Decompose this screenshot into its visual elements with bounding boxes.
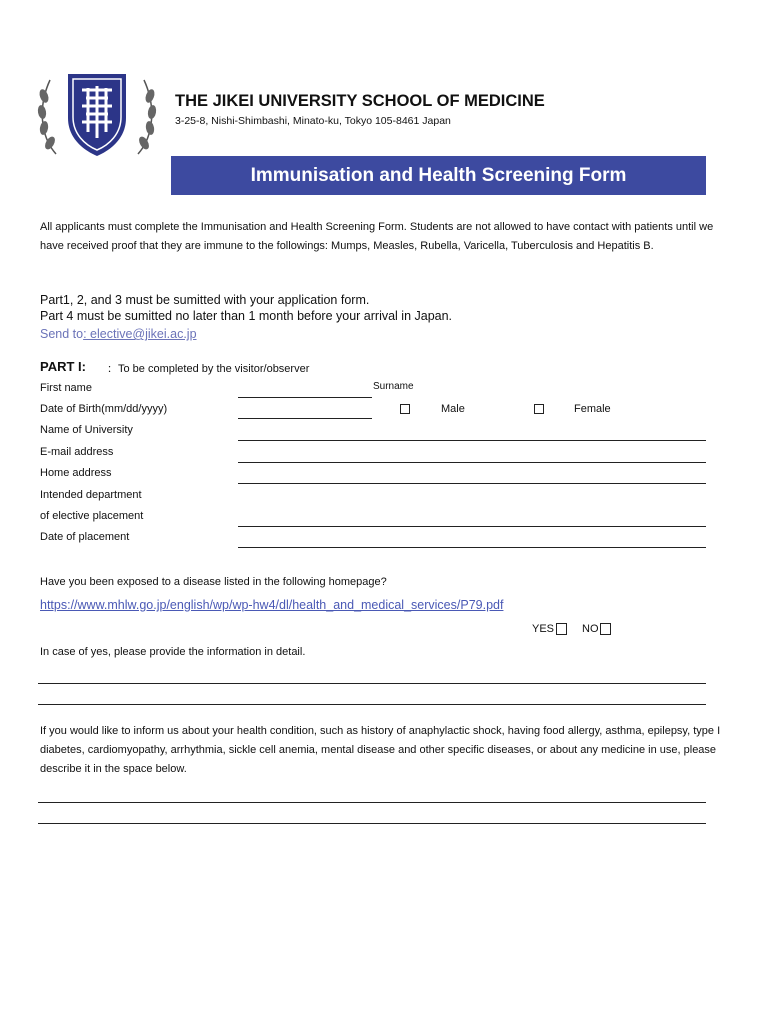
placement-date-label: Date of placement (40, 531, 130, 543)
intro-paragraph: All applicants must complete the Immunisation and Health Screening Form. Students are not allowed to have contact with patients until we have received proof that they are immune to the followings: Mumps, Measles, Rubella, Varicella, Tuberculosis and Hepatitis B. (40, 221, 714, 252)
dob-field[interactable] (238, 418, 372, 419)
first-name-label: First name (40, 382, 92, 394)
department-field[interactable] (238, 526, 706, 527)
yes-checkbox[interactable] (556, 623, 567, 635)
university-label: Name of University (40, 424, 133, 436)
health-condition-paragraph: If you would like to inform us about your health condition, such as history of anaphylactic shock, having food allergy, asthma, epilepsy, type I diabetes, cardiomyopathy, arrhythmia, sickle cell anemia, mental disease and other specific diseases, or about any medicine in use, please describe it in the space below. (40, 725, 721, 775)
first-name-field[interactable] (238, 397, 372, 398)
dob-label: Date of Birth(mm/dd/yyyy) (40, 403, 168, 415)
surname-label: Surname (373, 381, 414, 392)
department-label-line1: Intended department (40, 489, 142, 501)
health-line-1[interactable] (38, 802, 706, 803)
part1-title: PART I: (40, 359, 86, 374)
female-checkbox[interactable] (534, 404, 544, 414)
detail-line-2[interactable] (38, 704, 706, 705)
detail-prompt: In case of yes, please provide the information in detail. (40, 646, 306, 658)
placement-date-field[interactable] (238, 547, 706, 548)
submission-line-1: Part1, 2, and 3 must be sumitted with your application form. (40, 293, 370, 307)
no-checkbox[interactable] (600, 623, 611, 635)
university-field[interactable] (238, 440, 706, 441)
no-label: NO (582, 623, 599, 635)
female-label: Female (574, 403, 611, 415)
university-logo (36, 66, 158, 162)
home-address-label: Home address (40, 467, 112, 479)
email-field[interactable] (238, 462, 706, 463)
send-to-email-link[interactable]: : elective@jikei.ac.jp (83, 327, 197, 341)
department-label-line2: of elective placement (40, 510, 144, 522)
mhlw-link[interactable]: https://www.mhlw.go.jp/english/wp/wp-hw4/dl/health_and_medical_services/P79.pdf (40, 598, 504, 612)
submission-instructions (40, 292, 730, 324)
part1-subtitle: ：To be completed by the visitor/observer (107, 363, 310, 375)
male-label: Male (441, 403, 465, 415)
university-name: THE JIKEI UNIVERSITY SCHOOL OF MEDICINE (175, 92, 545, 110)
exposure-question: Have you been exposed to a disease listed in the following homepage? (40, 576, 387, 588)
form-title-banner: Immunisation and Health Screening Form (171, 156, 706, 195)
university-address: 3-25-8, Nishi-Shimbashi, Minato-ku, Tokyo 105-8461 Japan (175, 115, 451, 127)
male-checkbox[interactable] (400, 404, 410, 414)
submission-line-2: Part 4 must be sumitted no later than 1 month before your arrival in Japan. (40, 309, 453, 323)
send-to (40, 327, 197, 341)
health-line-2[interactable] (38, 823, 706, 824)
home-address-field[interactable] (238, 483, 706, 484)
send-to-label: Send to (40, 327, 84, 341)
detail-line-1[interactable] (38, 683, 706, 684)
email-label: E-mail address (40, 446, 114, 458)
yes-label: YES (532, 623, 555, 635)
